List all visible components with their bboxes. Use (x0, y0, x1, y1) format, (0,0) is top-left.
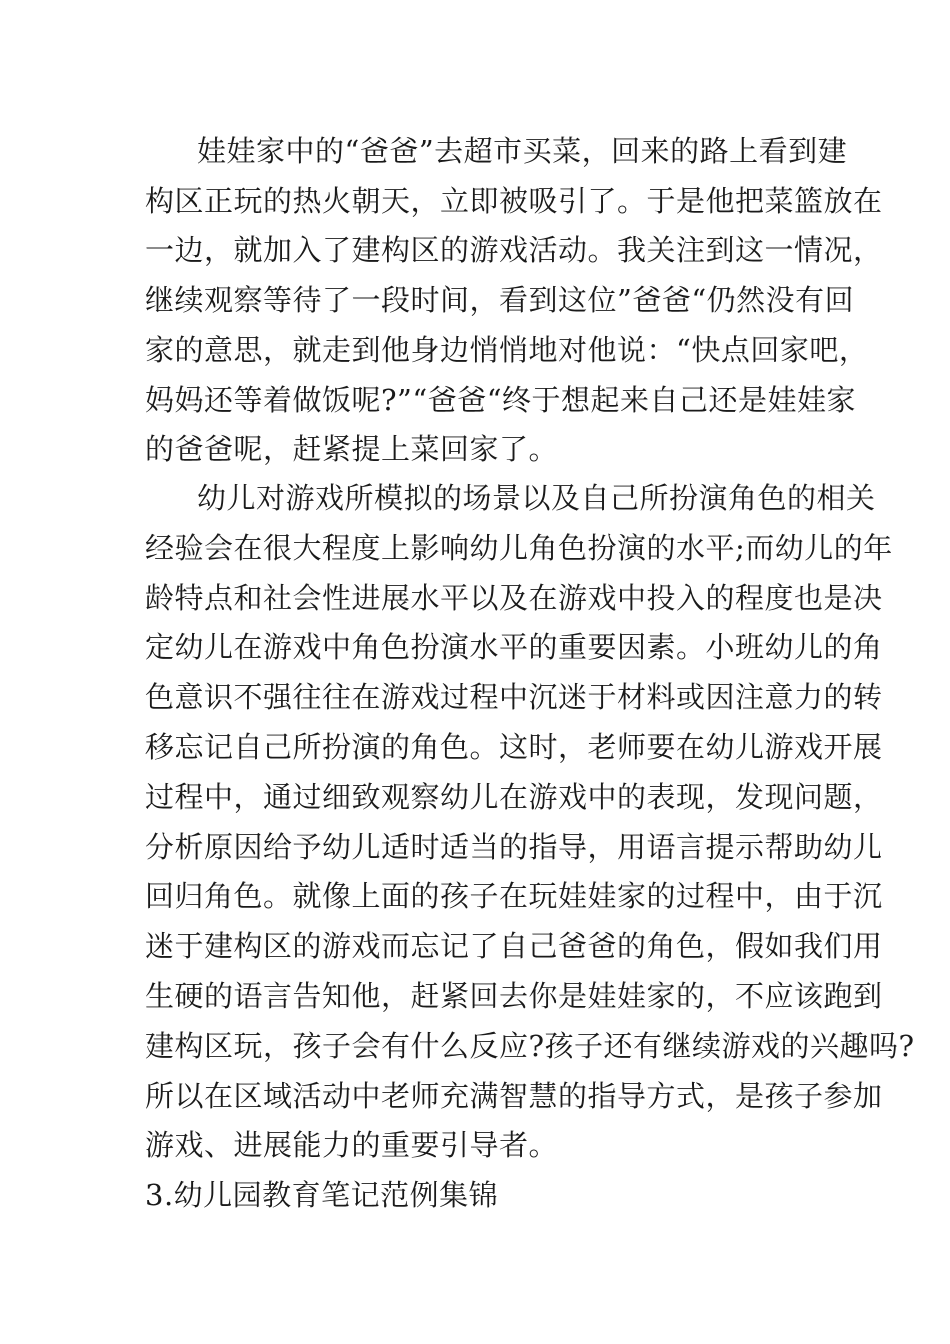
paragraph-1-line: 构区正玩的热火朝天，立即被吸引了。于是他把菜篮放在 (145, 183, 883, 218)
paragraph-2-line: 回归角色。就像上面的孩子在玩娃娃家的过程中，由于沉 (145, 879, 883, 914)
paragraph-2-line: 分析原因给予幼儿适时适当的指导，用语言提示帮助幼儿 (145, 829, 883, 864)
paragraph-2-line: 过程中，通过细致观察幼儿在游戏中的表现，发现问题， (145, 779, 883, 814)
paragraph-2-line: 移忘记自己所扮演的角色。这时，老师要在幼儿游戏开展 (145, 730, 883, 764)
paragraph-2-line: 经验会在很大程度上影响幼儿角色扮演的水平;而幼儿的年 (145, 530, 893, 565)
paragraph-2-line: 色意识不强往往在游戏过程中沉迷于材料或因注意力的转 (145, 680, 883, 715)
paragraph-2-line: 游戏、进展能力的重要引导者。 (145, 1128, 559, 1163)
section-heading: 3.幼儿园教育笔记范例集锦 (145, 1178, 499, 1212)
paragraph-1-line: 家的意思，就走到他身边悄悄地对他说：“快点回家吧， (145, 332, 869, 367)
paragraph-1-line: 妈妈还等着做饭呢?”“爸爸“终于想起来自己还是娃娃家 (145, 382, 857, 417)
paragraph-2-line: 建构区玩，孩子会有什么反应?孩子还有继续游戏的兴趣吗? (145, 1028, 915, 1063)
paragraph-2-line: 定幼儿在游戏中角色扮演水平的重要因素。小班幼儿的角 (145, 630, 883, 665)
paragraph-2-line: 所以在区域活动中老师充满智慧的指导方式，是孩子参加 (145, 1078, 883, 1113)
paragraph-1-line: 的爸爸呢，赶紧提上菜回家了。 (145, 432, 559, 467)
paragraph-2-line: 龄特点和社会性进展水平以及在游戏中投入的程度也是决 (145, 580, 883, 615)
paragraph-1-line: 娃娃家中的“爸爸”去超市买菜，回来的路上看到建 (197, 134, 848, 168)
paragraph-1-line: 一边，就加入了建构区的游戏活动。我关注到这一情况， (145, 233, 883, 268)
paragraph-1-line: 继续观察等待了一段时间，看到这位”爸爸“仍然没有回 (145, 283, 855, 318)
paragraph-2-line: 幼儿对游戏所模拟的场景以及自己所扮演角色的相关 (197, 481, 876, 515)
paragraph-2-line: 生硬的语言告知他，赶紧回去你是娃娃家的，不应该跑到 (145, 979, 883, 1013)
paragraph-2-line: 迷于建构区的游戏而忘记了自己爸爸的角色，假如我们用 (145, 929, 883, 964)
